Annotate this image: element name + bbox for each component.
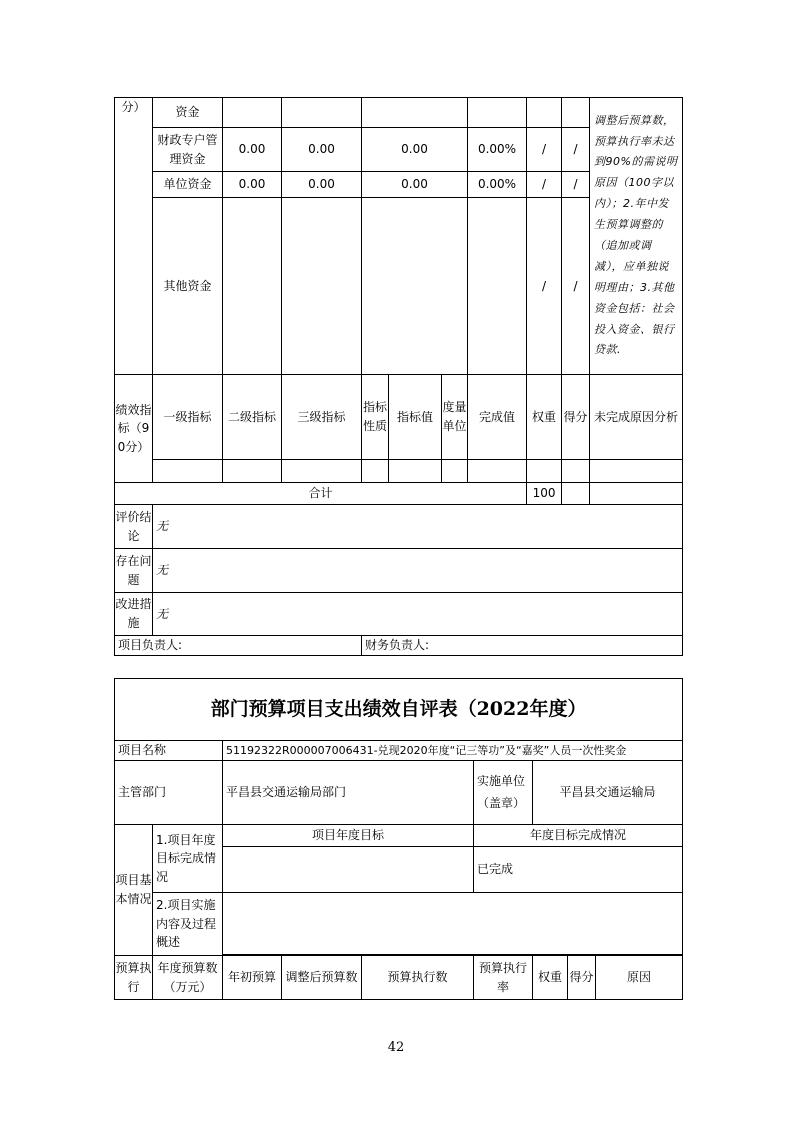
budget-note: 调整后预算数，预算执行率未达到90%的需说明原因（100字以内）；2.年中发生预算调整的（追加或调减），应单独说明理由；3.其他资金包括：社会投入资金、银行贷款. (590, 98, 683, 375)
cell (562, 98, 590, 128)
hdr-executed: 预算执行数 (362, 956, 474, 1000)
unit-rate: 0.00% (468, 172, 527, 198)
cell (223, 98, 282, 128)
unit-score: / (562, 172, 590, 198)
hdr-score: 得分 (568, 956, 596, 1000)
issue-label: 存在问题 (115, 549, 153, 593)
unit-funds-label: 单位资金 (153, 172, 223, 198)
unit-weight: / (527, 172, 562, 198)
fiscal-adjusted: 0.00 (282, 128, 362, 172)
content-value (223, 893, 683, 955)
fiscal-weight: / (527, 128, 562, 172)
cell (389, 460, 442, 483)
cell (362, 98, 468, 128)
goal-status-value: 已完成 (474, 847, 683, 893)
funds-group-label: 分） (115, 98, 153, 375)
cell (468, 98, 527, 128)
budget-exec-label: 预算执行 (115, 956, 153, 1000)
unit-initial: 0.00 (223, 172, 282, 198)
improve-label: 改进措施 (115, 593, 153, 636)
fiscal-score: / (562, 128, 590, 172)
cell (527, 460, 562, 483)
cell (468, 460, 527, 483)
improve-value: 无 (153, 593, 683, 636)
cell (590, 460, 683, 483)
header-nature: 指标性质 (362, 375, 389, 460)
cell (223, 460, 282, 483)
cell (153, 460, 223, 483)
header-completed: 完成值 (468, 375, 527, 460)
unit-executed: 0.00 (362, 172, 468, 198)
header-value: 指标值 (389, 375, 442, 460)
goal-header: 项目年度目标 (223, 825, 474, 847)
cell (223, 198, 282, 375)
cell (362, 460, 389, 483)
header-reason: 未完成原因分析 (590, 375, 683, 460)
cell (590, 483, 683, 505)
header-level3: 三级指标 (282, 375, 362, 460)
cell (527, 98, 562, 128)
cell (562, 483, 590, 505)
goal-content (223, 847, 474, 893)
form-title: 部门预算项目支出绩效自评表（2022年度） (115, 679, 683, 741)
total-weight: 100 (527, 483, 562, 505)
hdr-initial-budget: 年初预算 (223, 956, 282, 1000)
cell (442, 460, 468, 483)
cell (468, 198, 527, 375)
eval-label: 评价结论 (115, 505, 153, 549)
hdr-annual-budget: 年度预算数（万元） (153, 956, 223, 1000)
unit-adjusted: 0.00 (282, 172, 362, 198)
project-name-label: 项目名称 (115, 741, 223, 761)
hdr-weight: 权重 (533, 956, 568, 1000)
other-score: / (562, 198, 590, 375)
hdr-reason: 原因 (596, 956, 683, 1000)
hdr-adjusted-budget: 调整后预算数 (282, 956, 362, 1000)
goal-label: 1.项目年度目标完成情况 (153, 825, 223, 893)
header-score: 得分 (562, 375, 590, 460)
fiscal-rate: 0.00% (468, 128, 527, 172)
header-weight: 权重 (527, 375, 562, 460)
hdr-exec-rate: 预算执行率 (474, 956, 533, 1000)
content-label: 2.项目实施内容及过程概述 (153, 893, 223, 956)
header-unit: 度量单位 (442, 375, 468, 460)
cell (282, 460, 362, 483)
impl-unit-label: 实施单位（盖章） (474, 761, 533, 825)
dept-value: 平昌县交通运输局部门 (223, 761, 474, 825)
impl-unit-value: 平昌县交通运输局 (533, 761, 683, 825)
other-funds-label: 其他资金 (153, 198, 223, 375)
dept-label: 主管部门 (115, 761, 223, 825)
cell (282, 198, 362, 375)
basic-info-label: 项目基本情况 (115, 825, 153, 956)
page-number: 42 (387, 1040, 405, 1055)
project-name-value: 51192322R000007006431-兑现2020年度“记三等功”及“嘉奖”人员一次性奖金 (223, 741, 683, 761)
perf-indicator-label: 绩效指标（90分） (115, 375, 153, 483)
project-lead: 项目负责人: (115, 636, 362, 656)
finance-lead: 财务负责人: (362, 636, 683, 656)
total-label: 合计 (115, 483, 527, 505)
fiscal-funds-label: 财政专户管理资金 (153, 128, 223, 172)
issue-value: 无 (153, 549, 683, 593)
header-level2: 二级指标 (223, 375, 282, 460)
eval-value: 无 (153, 505, 683, 549)
fiscal-executed: 0.00 (362, 128, 468, 172)
goal-status-header: 年度目标完成情况 (474, 825, 683, 847)
performance-table-upper (114, 97, 683, 656)
other-weight: / (527, 198, 562, 375)
header-level1: 一级指标 (153, 375, 223, 460)
cell (362, 198, 468, 375)
fiscal-initial: 0.00 (223, 128, 282, 172)
cell (562, 460, 590, 483)
cell (282, 98, 362, 128)
funds-label: 资金 (153, 98, 223, 128)
performance-table-lower (114, 678, 683, 1000)
